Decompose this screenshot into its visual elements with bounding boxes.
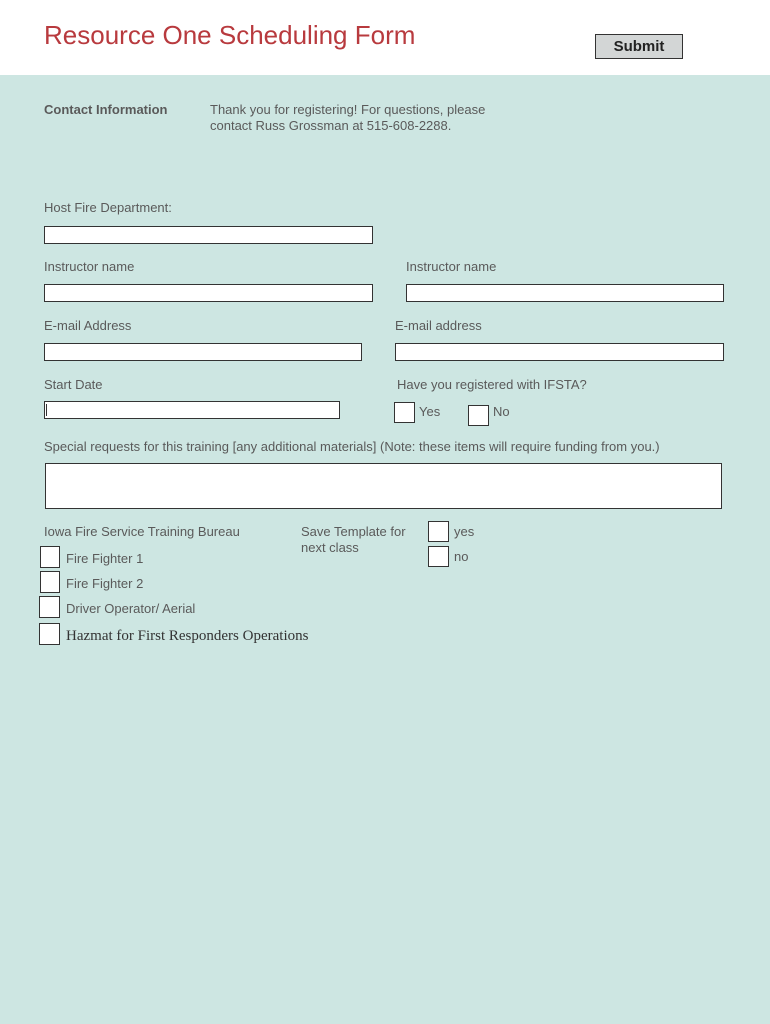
instructor-name-field-1[interactable] — [44, 284, 373, 302]
contact-message: Thank you for registering! For questions, please contact Russ Grossman at 515-608-2288. — [210, 102, 486, 133]
instructor-name-label-1: Instructor name — [44, 259, 135, 274]
instructor-name-label-2: Instructor name — [406, 259, 497, 274]
special-requests-field[interactable] — [45, 463, 722, 509]
email-address-field-1[interactable] — [44, 343, 362, 361]
ifsta-no-checkbox[interactable] — [468, 405, 489, 426]
ifsta-yes-label: Yes — [419, 404, 441, 419]
email-address-label-1: E-mail Address — [44, 318, 132, 333]
save-template-yes-checkbox[interactable] — [428, 521, 449, 542]
ifsta-no-label: No — [493, 404, 510, 419]
email-address-field-2[interactable] — [395, 343, 724, 361]
save-template-label: Save Template for next class — [301, 524, 406, 555]
instructor-name-field-2[interactable] — [406, 284, 724, 302]
course-label-fire-fighter-2: Fire Fighter 2 — [66, 576, 144, 591]
email-address-label-2: E-mail address — [395, 318, 482, 333]
host-fire-department-field[interactable] — [44, 226, 373, 244]
form-header — [0, 0, 770, 75]
submit-button[interactable]: Submit — [595, 34, 683, 59]
bureau-heading: Iowa Fire Service Training Bureau — [44, 524, 240, 539]
ifsta-question-label: Have you registered with IFSTA? — [397, 377, 587, 392]
course-label-hazmat: Hazmat for First Responders Operations — [66, 628, 309, 644]
form-title: Resource One Scheduling Form — [44, 20, 416, 50]
host-fire-department-label: Host Fire Department: — [44, 200, 172, 215]
course-checkbox-driver-operator[interactable] — [39, 596, 60, 618]
start-date-field[interactable] — [44, 401, 340, 419]
text-cursor — [46, 404, 47, 416]
course-label-driver-operator: Driver Operator/ Aerial — [66, 601, 196, 616]
save-template-no-checkbox[interactable] — [428, 546, 449, 567]
course-checkbox-fire-fighter-2[interactable] — [40, 571, 60, 593]
start-date-label: Start Date — [44, 377, 103, 392]
contact-information-heading: Contact Information — [44, 102, 168, 117]
ifsta-yes-checkbox[interactable] — [394, 402, 415, 423]
course-checkbox-fire-fighter-1[interactable] — [40, 546, 60, 568]
special-requests-label: Special requests for this training [any additional materials] (Note: these items will require funding from you.) — [44, 439, 660, 454]
course-label-fire-fighter-1: Fire Fighter 1 — [66, 551, 144, 566]
save-template-yes-label: yes — [454, 524, 475, 539]
save-template-no-label: no — [454, 549, 469, 564]
course-checkbox-hazmat[interactable] — [39, 623, 60, 645]
